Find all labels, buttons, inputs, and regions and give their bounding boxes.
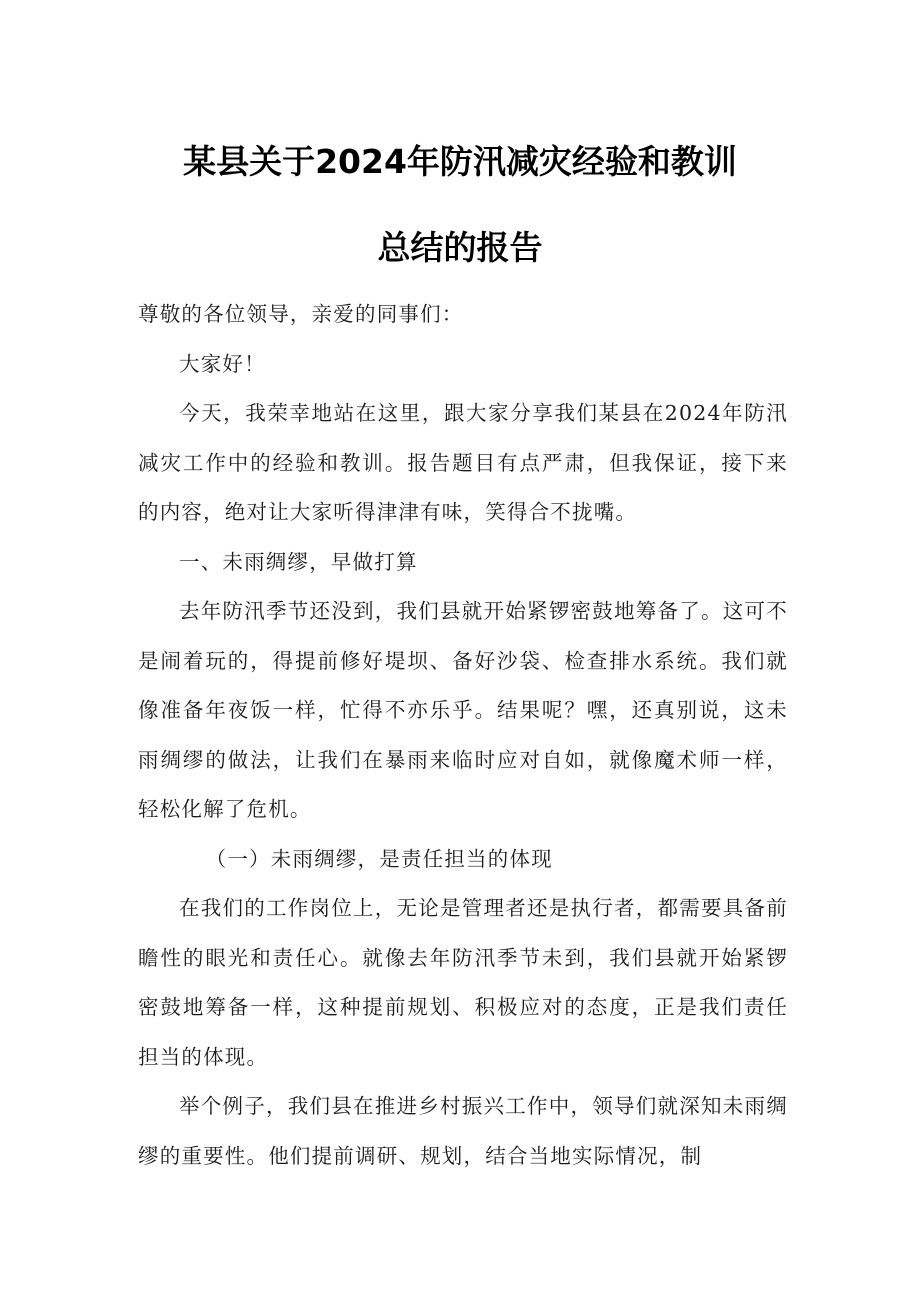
subsection-1-heading: （一）未雨绸缪，是责任担当的体现 <box>205 846 553 871</box>
subsection-1-paragraph-1: 在我们的工作岗位上，无论是管理者还是执行者，都需要具备前瞻性的眼光和责任心。就像去年防汛季节未到，我们县就开始紧锣密鼓地筹备一样，这种提前规划、积极应对的态度，正是我们责任担当的体现。 <box>138 896 788 1069</box>
section-1-paragraph: 去年防汛季节还没到，我们县就开始紧锣密鼓地筹备了。这可不是闹着玩的，得提前修好堤坝、备好沙袋、检查排水系统。我们就像准备年夜饭一样，忙得不亦乐乎。结果呢？嘿，还真别说，这未雨绸缪的做法，让我们在暴雨来临时应对自如，就像魔术师一样，轻松化解了危机。 <box>138 599 788 821</box>
intro-paragraph: 今天，我荣幸地站在这里，跟大家分享我们某县在2024年防汛减灾工作中的经验和教训。报告题目有点严肃，但我保证，接下来的内容，绝对让大家听得津津有味，笑得合不拢嘴。 <box>138 401 788 524</box>
salutation: 尊敬的各位领导，亲爱的同事们： <box>138 302 464 326</box>
subsection-1-paragraph-2: 举个例子，我们县在推进乡村振兴工作中，领导们就深知未雨绸缪的重要性。他们提前调研、规划，结合当地实际情况，制 <box>138 1094 788 1168</box>
document-body <box>138 290 788 1181</box>
document-title-line-1: 某县关于2024年防汛减灾经验和教训 <box>183 142 737 181</box>
section-1-heading: 一、未雨绸缪，早做打算 <box>179 549 418 574</box>
greeting: 大家好！ <box>179 351 266 376</box>
document-title-line-2: 总结的报告 <box>377 228 543 267</box>
